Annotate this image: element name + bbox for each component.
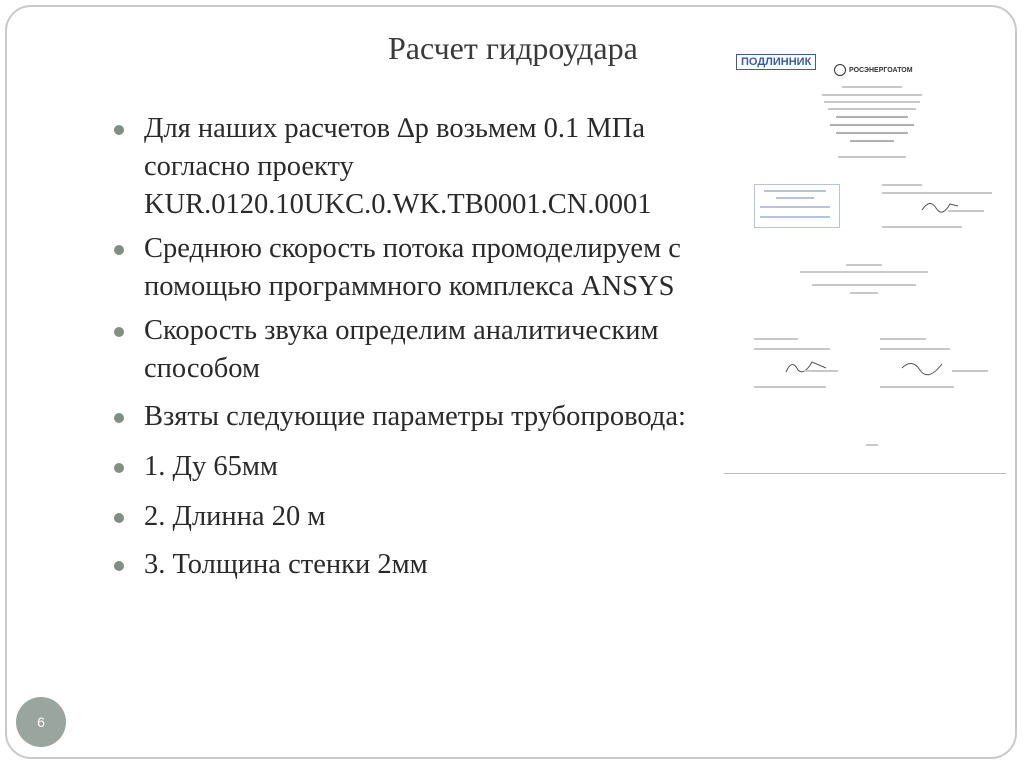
bullet-item-6: 2. Длинна 20 м bbox=[112, 498, 732, 536]
rosenergoatom-logo-icon bbox=[834, 64, 846, 76]
podlinnik-stamp: ПОДЛИННИК bbox=[736, 54, 816, 70]
signature-icon bbox=[900, 356, 944, 378]
bullet-item-5: 1. Ду 65мм bbox=[112, 448, 732, 486]
signature-icon bbox=[920, 196, 960, 216]
bullet-item-7: 3. Толщина стенки 2мм bbox=[112, 546, 732, 584]
bullet-item-4: Взяты следующие параметры трубопровода: bbox=[112, 398, 732, 436]
signature-icon bbox=[784, 356, 828, 378]
document-image bbox=[724, 38, 1006, 474]
rosenergoatom-logo: РОСЭНЕРГОАТОМ bbox=[834, 64, 913, 76]
bullet-list bbox=[112, 110, 732, 584]
page-number-badge: 6 bbox=[16, 697, 66, 747]
slide-title: Расчет гидроудара bbox=[388, 30, 638, 66]
bullet-item-2: Среднюю скорость потока промоделируем с помощью программного комплекса ANSYS bbox=[112, 230, 732, 306]
bullet-item-3: Скорость звука определим аналитическим способом bbox=[112, 312, 732, 388]
bullet-item-1: Для наших расчетов ∆p возьмем 0.1 МПа согласно проекту KUR.0120.10UKC.0.WK.TB0001.CN.0001 bbox=[112, 110, 732, 224]
